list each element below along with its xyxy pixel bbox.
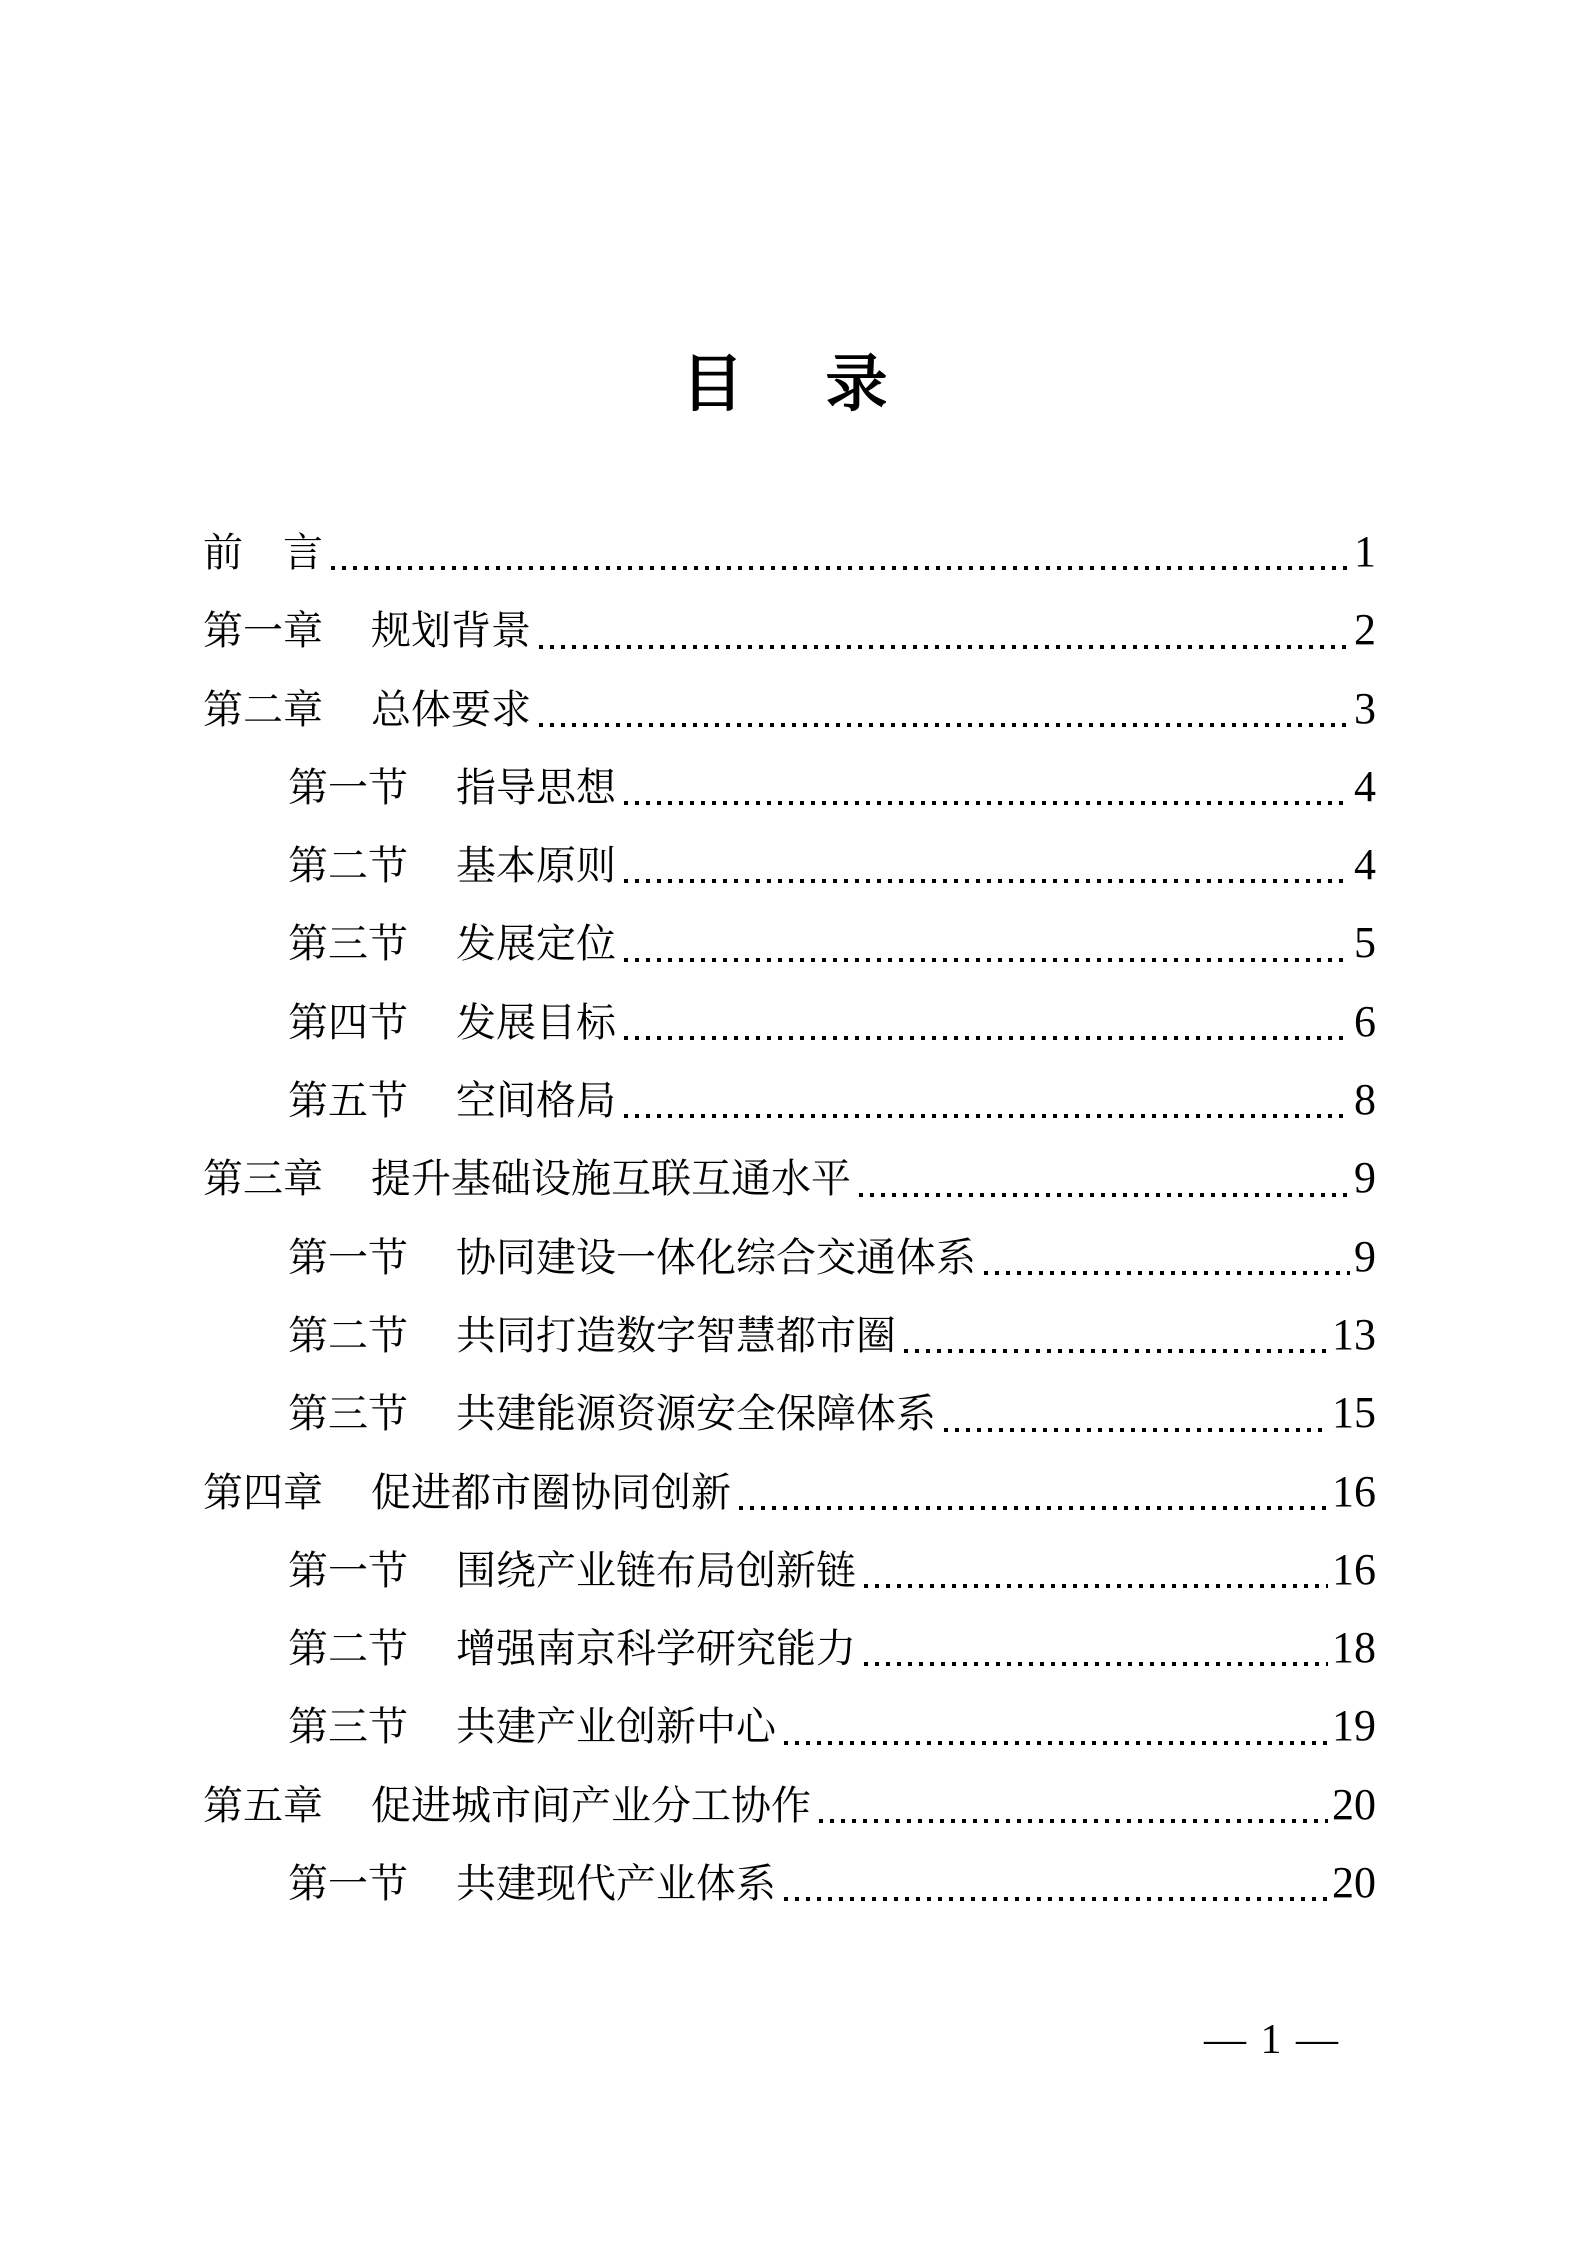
toc-entry-title: 发展定位	[456, 921, 616, 967]
toc-entry-page: 16	[1332, 1544, 1376, 1594]
dot-leader	[624, 1036, 1350, 1040]
toc-entry-page: 20	[1332, 1779, 1376, 1829]
toc-entry-page: 9	[1354, 1231, 1376, 1281]
dot-leader	[944, 1428, 1328, 1432]
toc-entry[interactable]	[203, 591, 1376, 669]
dot-leader	[859, 1193, 1350, 1197]
toc-entry-title: 协同建设一体化综合交通体系	[456, 1234, 976, 1280]
toc-entry-page: 1	[1354, 527, 1376, 576]
toc-entry-title: 围绕产业链布局创新链	[456, 1547, 856, 1593]
toc-entry-label: 第一节	[288, 1861, 408, 1907]
toc-entry-page: 5	[1354, 918, 1376, 968]
toc-entry-title: 共建能源资源安全保障体系	[456, 1391, 936, 1437]
toc-entry-label: 第三章	[203, 1156, 323, 1202]
toc-entry[interactable]	[203, 983, 1376, 1061]
toc-entry-title: 指导思想	[456, 764, 616, 810]
toc-entry[interactable]	[203, 1139, 1376, 1217]
toc-entry[interactable]	[203, 1687, 1376, 1765]
toc-entry-page: 3	[1354, 683, 1376, 733]
toc-entry-title: 基本原则	[456, 843, 616, 889]
toc-entry-title: 促进都市圈协同创新	[371, 1469, 731, 1515]
toc-entry-title: 共同打造数字智慧都市圈	[456, 1312, 896, 1358]
dot-leader	[539, 723, 1350, 727]
toc-entry-label: 第一节	[288, 1234, 408, 1280]
dot-leader	[624, 958, 1350, 962]
page-number-footer: — 1 —	[1204, 2017, 1340, 2064]
toc-entry-title: 共建现代产业体系	[456, 1861, 776, 1907]
toc-entry[interactable]	[203, 1218, 1376, 1296]
toc-entry[interactable]	[203, 1766, 1376, 1844]
toc-entry-label: 第一章	[203, 608, 323, 654]
toc-entry-page: 13	[1332, 1309, 1376, 1359]
toc-entry-page: 4	[1354, 761, 1376, 811]
dot-leader	[784, 1897, 1328, 1901]
toc-entry[interactable]	[203, 1061, 1376, 1139]
toc-entry[interactable]	[203, 1844, 1376, 1922]
toc-entry[interactable]	[203, 513, 1376, 591]
toc-entry[interactable]	[203, 1531, 1376, 1609]
page-title: 目 录	[681, 351, 898, 419]
dot-leader	[624, 801, 1350, 805]
toc-entry-label: 第一节	[288, 764, 408, 810]
toc-entry-title: 空间格局	[456, 1078, 616, 1124]
toc-entry-label: 第三节	[288, 1391, 408, 1437]
toc-entry-page: 19	[1332, 1701, 1376, 1751]
toc-entry-title: 增强南京科学研究能力	[456, 1626, 856, 1672]
dot-leader	[539, 645, 1350, 649]
toc-entry-title: 共建产业创新中心	[456, 1704, 776, 1750]
toc-entry[interactable]	[203, 1609, 1376, 1687]
toc-entry-page: 9	[1354, 1153, 1376, 1203]
toc-entry-page: 4	[1354, 840, 1376, 890]
dot-leader	[331, 566, 1350, 570]
toc-entry-title: 总体要求	[371, 686, 531, 732]
toc-entry-page: 6	[1354, 996, 1376, 1046]
toc-entry-label: 第五节	[288, 1078, 408, 1124]
dot-leader	[624, 879, 1350, 883]
dot-leader	[819, 1819, 1328, 1823]
toc-entry-title: 促进城市间产业分工协作	[371, 1782, 811, 1828]
toc-entry[interactable]	[203, 748, 1376, 826]
toc-entry-label: 第一节	[288, 1547, 408, 1593]
toc-entry[interactable]	[203, 1296, 1376, 1374]
toc-entry-page: 15	[1332, 1388, 1376, 1438]
toc-entry-label: 第二节	[288, 1312, 408, 1358]
toc-entry-label: 第四节	[288, 999, 408, 1045]
toc-entry-page: 2	[1354, 605, 1376, 655]
toc-entry-title: 发展目标	[456, 999, 616, 1045]
dot-leader	[784, 1741, 1328, 1745]
toc-entry-label: 第四章	[203, 1469, 323, 1515]
toc-entry-page: 18	[1332, 1623, 1376, 1673]
dot-leader	[864, 1662, 1328, 1666]
dot-leader	[624, 1114, 1350, 1118]
toc-entry[interactable]	[203, 904, 1376, 982]
toc-entry[interactable]	[203, 1453, 1376, 1531]
toc-entry-label: 第三节	[288, 921, 408, 967]
toc-entry[interactable]	[203, 670, 1376, 748]
toc-entry-label: 前 言	[203, 530, 323, 575]
toc-entry-title: 规划背景	[371, 608, 531, 654]
toc-list	[203, 513, 1376, 1922]
toc-entry-page: 8	[1354, 1075, 1376, 1125]
toc-entry[interactable]	[203, 826, 1376, 904]
toc-entry-page: 20	[1332, 1858, 1376, 1908]
toc-entry-label: 第三节	[288, 1704, 408, 1750]
toc-entry-page: 16	[1332, 1466, 1376, 1516]
toc-entry-label: 第二章	[203, 686, 323, 732]
dot-leader	[904, 1349, 1328, 1353]
toc-entry-label: 第二节	[288, 843, 408, 889]
toc-entry-title: 提升基础设施互联互通水平	[371, 1156, 851, 1202]
toc-entry-label: 第二节	[288, 1626, 408, 1672]
dot-leader	[864, 1584, 1328, 1588]
dot-leader	[984, 1271, 1350, 1275]
dot-leader	[739, 1506, 1328, 1510]
toc-entry-label: 第五章	[203, 1782, 323, 1828]
toc-entry[interactable]	[203, 1374, 1376, 1452]
